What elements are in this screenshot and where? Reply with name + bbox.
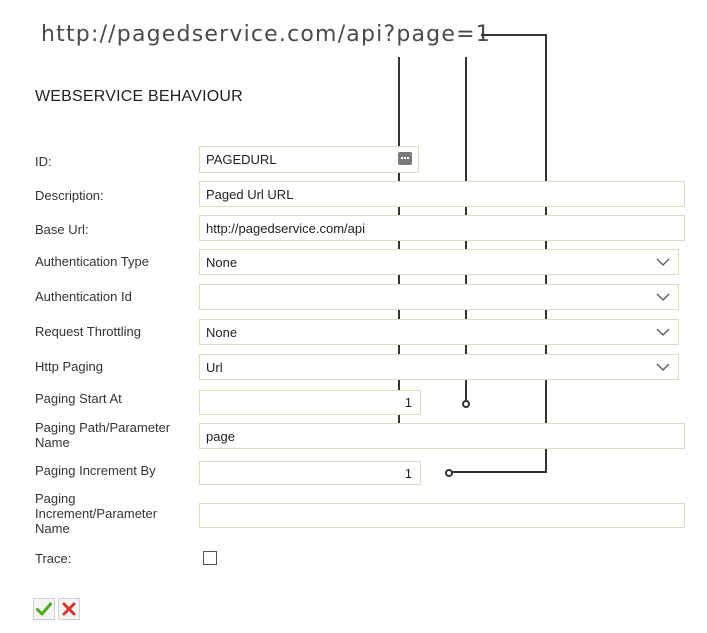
paging-increment-param-label	[35, 491, 157, 536]
http-paging-label: Http Paging	[35, 359, 103, 374]
paging-increment-param-label-line1: Paging	[35, 491, 76, 506]
auth-id-select[interactable]	[199, 284, 679, 310]
paging-increment-param-field[interactable]	[199, 503, 685, 528]
paging-start-field[interactable]	[199, 390, 421, 415]
throttling-select[interactable]	[199, 319, 679, 345]
paging-increment-param-label-line2: Increment/Parameter	[35, 506, 158, 521]
paging-path-value: page	[206, 428, 235, 444]
paging-path-label-line2: Name	[35, 435, 70, 450]
trace-checkbox[interactable]	[203, 551, 217, 565]
base-url-field[interactable]	[199, 215, 685, 241]
id-field[interactable]	[199, 146, 419, 173]
trace-label: Trace:	[35, 551, 72, 566]
section-title: WEBSERVICE BEHAVIOUR	[35, 88, 243, 105]
check-icon	[36, 602, 52, 616]
connector-start-dot	[463, 401, 469, 407]
paging-path-label	[35, 420, 170, 450]
chevron-down-icon	[656, 292, 670, 302]
chevron-down-icon	[656, 327, 670, 337]
paging-start-label: Paging Start At	[35, 391, 122, 406]
auth-type-value: None	[206, 254, 238, 270]
paging-increment-label: Paging Increment By	[35, 463, 156, 478]
id-lookup-icon[interactable]	[398, 152, 412, 165]
paging-path-label-line1: Paging Path/Parameter	[35, 420, 171, 435]
description-field[interactable]	[199, 181, 685, 207]
paging-increment-param-label-line3: Name	[35, 521, 70, 536]
paging-path-field[interactable]	[199, 423, 685, 449]
http-paging-value: Url	[206, 359, 223, 375]
description-value: Paged Url URL	[206, 186, 294, 202]
auth-type-select[interactable]	[199, 249, 679, 275]
auth-id-label: Authentication Id	[35, 289, 132, 304]
cancel-button[interactable]	[58, 598, 80, 620]
annotation-url-text: http://pagedservice.com/api?page=1	[41, 22, 491, 47]
auth-type-label: Authentication Type	[35, 254, 149, 269]
base-url-label: Base Url:	[35, 222, 89, 237]
chevron-down-icon	[656, 257, 670, 267]
x-icon	[62, 602, 76, 616]
paging-start-value: 1	[404, 395, 412, 410]
description-label: Description:	[35, 188, 104, 203]
http-paging-select[interactable]	[199, 354, 679, 380]
base-url-value: http://pagedservice.com/api	[206, 220, 365, 236]
chevron-down-icon	[656, 362, 670, 372]
paging-increment-field[interactable]	[199, 461, 421, 485]
throttling-value: None	[206, 324, 238, 340]
throttling-label: Request Throttling	[35, 324, 141, 339]
id-value: PAGEDURL	[206, 152, 277, 167]
paging-increment-value: 1	[404, 465, 412, 481]
connector-increment-dot	[446, 470, 452, 476]
confirm-button[interactable]	[33, 598, 55, 620]
id-label: ID:	[35, 154, 52, 169]
